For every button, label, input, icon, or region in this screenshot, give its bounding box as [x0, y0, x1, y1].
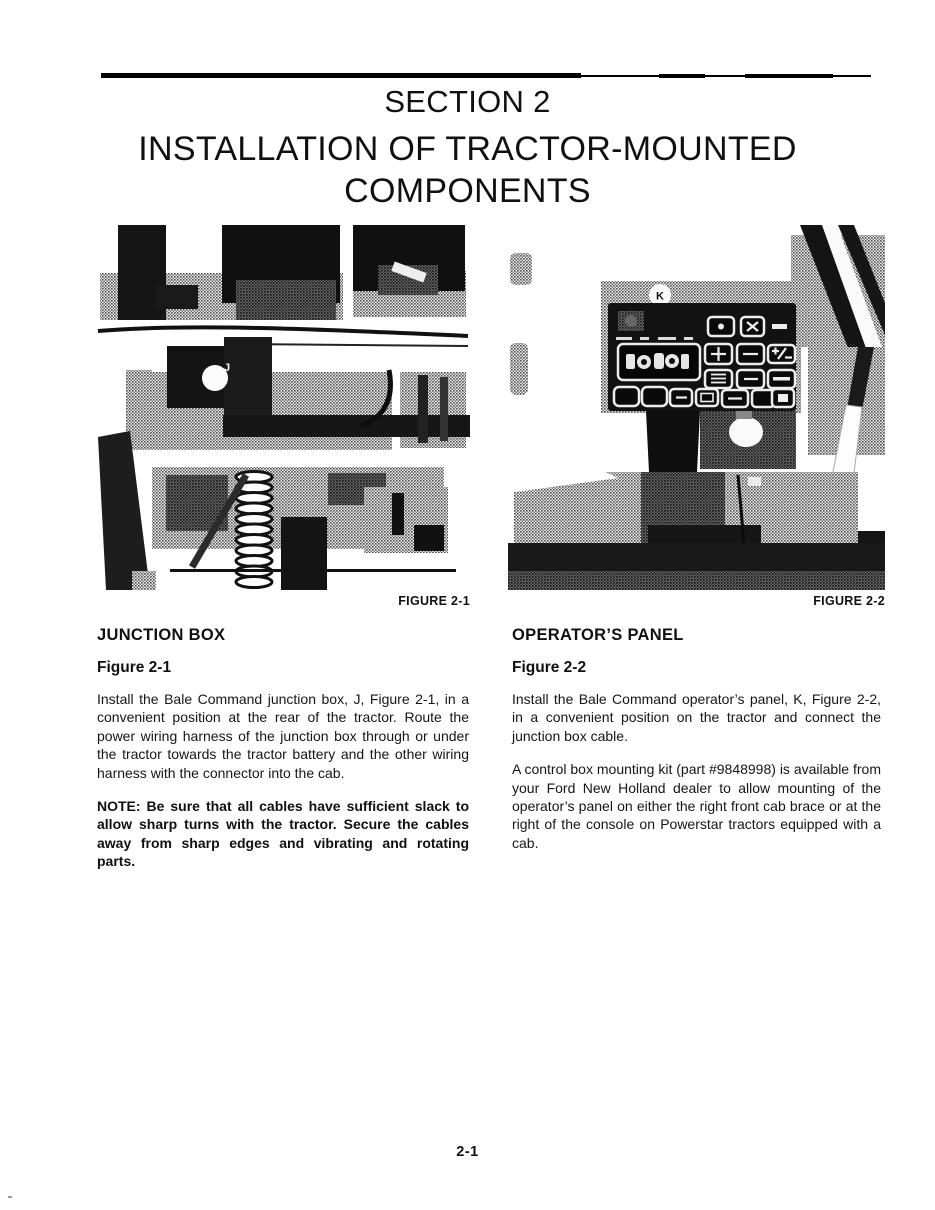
operator-panel-region — [601, 281, 801, 413]
section-title-line-3: COMPONENTS — [344, 172, 591, 210]
figure-2-1-photo — [96, 225, 470, 590]
k-callout-label: K — [656, 290, 664, 303]
left-column — [97, 626, 469, 886]
junction-box-paragraph: Install the Bale Command junction box, J, Figure 2-1, in a convenient position at the rear of the tractor. Route the power wiring harness of the junction box through or under the tractor towards the tractor battery and the other wiring harness with the connector into the cab. — [97, 691, 469, 781]
figure-2-2-subheading: Figure 2-2 — [512, 659, 587, 676]
figure-2-2-photo — [508, 225, 885, 590]
section-number-title: SECTION 2 — [384, 84, 551, 119]
display — [618, 344, 700, 380]
operators-panel-heading: OPERATOR’S PANEL — [512, 626, 684, 644]
right-column — [512, 626, 881, 867]
section-title-line-2: INSTALLATION OF TRACTOR-MOUNTED — [138, 130, 797, 168]
top-rule — [101, 73, 871, 79]
junction-box-note: NOTE: Be sure that all cables have sufficient slack to allow sharp turns with the tractor. Secure the cables away from sharp edges and vibrating and rotating parts. — [97, 798, 469, 870]
junction-box-heading: JUNCTION BOX — [97, 626, 226, 644]
scan-speck — [8, 1196, 12, 1198]
operators-panel-paragraph-2: A control box mounting kit (part #9848998) is available from your Ford New Holland dealer to allow mounting of the operator’s panel on either the right front cab brace or at the right of the console on Powerstar tractors equipped with a cab. — [512, 761, 881, 851]
figure-2-1-caption: FIGURE 2-1 — [398, 594, 470, 608]
j-callout-label: J — [223, 362, 231, 374]
operators-panel-paragraph-1: Install the Bale Command operator’s panel, K, Figure 2-2, in a convenient position on the tractor and connect the junction box cable. — [512, 691, 881, 744]
page-number: 2-1 — [456, 1144, 479, 1160]
figure-2-1-subheading: Figure 2-1 — [97, 659, 172, 676]
figure-2-2-caption: FIGURE 2-2 — [813, 594, 885, 608]
